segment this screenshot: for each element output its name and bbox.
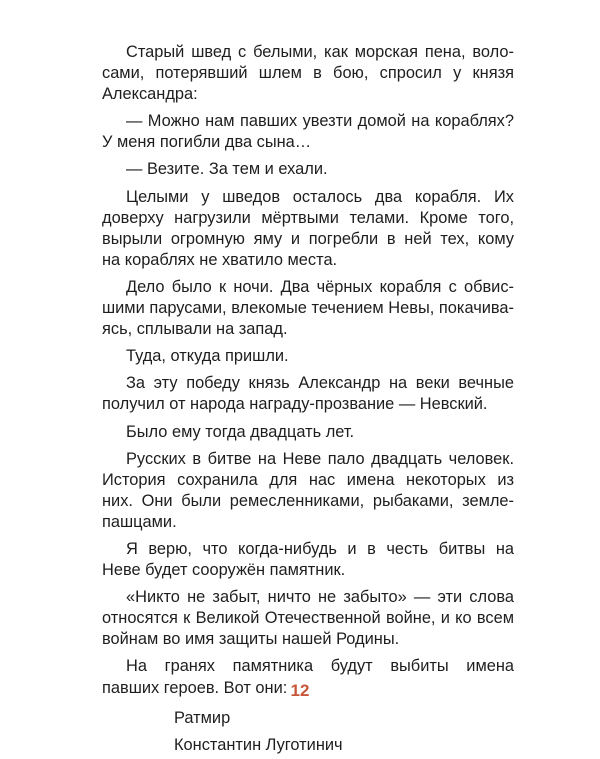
paragraph xyxy=(102,346,514,367)
text-line: За эту победу князь Александр на веки вечные xyxy=(126,374,514,393)
paragraph xyxy=(102,587,514,650)
text-line: них. Они были ремесленниками, рыбаками, земле- xyxy=(102,491,514,510)
text-line: История сохранила для нас имена некоторых из xyxy=(102,470,514,489)
text-line: Старый швед с белыми, как морская пена, воло- xyxy=(126,43,514,61)
paragraph xyxy=(102,159,514,180)
text-line: ясь, сплывали на запад. xyxy=(102,320,288,339)
paragraph xyxy=(102,187,514,271)
paragraph xyxy=(102,111,514,153)
text-line: «Никто не забыт, ничто не забыто» — эти слова xyxy=(126,588,514,607)
page-text xyxy=(102,42,514,759)
text-line: шими парусами, влекомые течением Невы, покачива- xyxy=(102,299,514,318)
text-line: У меня погибли два сына… xyxy=(102,133,312,152)
paragraph xyxy=(102,373,514,415)
text-line: Русских в битве на Неве пало двадцать человек. xyxy=(126,449,514,468)
text-line: Я верю, что когда-нибудь и в честь битвы на xyxy=(126,539,514,558)
text-line: доверху нагрузили мёртвыми телами. Кроме того, xyxy=(102,208,514,227)
paragraph xyxy=(102,277,514,340)
text-line: На гранях памятника будут выбиты имена xyxy=(126,657,514,676)
hero-names-list xyxy=(102,705,514,759)
text-line: Туда, откуда пришли. xyxy=(126,347,289,366)
hero-name: Константин Луготинич xyxy=(174,735,343,754)
text-line: сами, потерявший шлем в бою, спросил у князя xyxy=(102,64,514,83)
text-line: Целыми у шведов осталось два корабля. Их xyxy=(126,187,514,206)
text-line: Александра: xyxy=(102,85,198,104)
paragraph xyxy=(102,539,514,581)
paragraph xyxy=(102,449,514,533)
paragraph xyxy=(102,422,514,443)
text-line: — Везите. За тем и ехали. xyxy=(126,160,328,179)
page-number: 12 xyxy=(290,681,310,700)
text-line: Дело было к ночи. Два чёрных корабля с обвис- xyxy=(126,277,514,296)
text-line: на кораблях не хватило места. xyxy=(102,250,338,269)
text-line: получил от народа награду-прозвание — Невский. xyxy=(102,395,488,414)
text-line: павших героев. Вот они: xyxy=(102,678,288,697)
text-line: относятся к Великой Отечественной войне, и ко всем xyxy=(102,609,514,628)
text-line: Было ему тогда двадцать лет. xyxy=(126,422,355,441)
paragraph xyxy=(102,42,514,105)
hero-name: Ратмир xyxy=(174,708,231,727)
text-line: войнам во имя защиты нашей Родины. xyxy=(102,630,400,649)
text-line: Неве будет сооружён памятник. xyxy=(102,561,346,580)
text-line: пашцами. xyxy=(102,512,177,531)
text-line: — Можно нам павших увезти домой на кораблях? xyxy=(126,112,514,131)
text-line: вырыли огромную яму и погребли в ней тех, кому xyxy=(102,229,514,248)
